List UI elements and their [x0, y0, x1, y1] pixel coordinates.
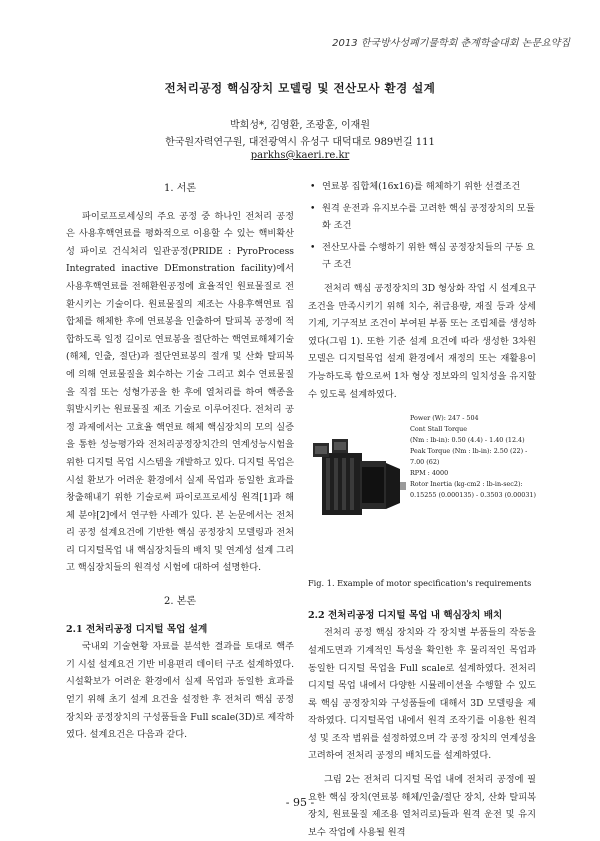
list-item: • 원격 운전과 유지보수를 고려한 핵심 공정장치의 모듈화 조건 [308, 200, 536, 235]
subsection-2-2-paragraph-1: 전처리 공정 핵심 장치와 각 장치별 부품들의 작동을 설계도면과 기계적인 특성을 확인한 후 물리적인 목업과 동일한 디지털 목업을 Full scale로 설계하였다. 전처리 디지털 목업 내에서 다양한 시뮬레이션을 수행할 수 있도록 핵심 공정장치와 구성품들에 대해서 3D 모델링을 제작하였다. 디지털목업 내에서 원격 조작기를 이용한 원격성 및 조작 범위를 설정하였으며 각 공정 장치의 연계성을 고려하여 전처리 공정의 배치도를 설계하였다. [308, 627, 536, 762]
conference-header: 2013 한국방사성폐기물학회 춘계학술대회 논문요약집 [332, 38, 570, 49]
spec-line: Rotor Inertia (kg-cm2 : lb-in-sec2): 0.15255 (0.000135) - 0.3503 (0.00031) [410, 480, 536, 500]
list-item: • 전산모사를 수행하기 위한 핵심 공정장치들의 구동 요구 조건 [308, 239, 536, 274]
subsection-2-1-paragraph: 국내외 기술현황 자료를 분석한 결과를 토대로 핵주기 시설 설계요건 기반 비용편리 데이터 구조 설계하였다. 시설확보가 어려운 환경에서 실제 목업과 동일한 효과를 얻기 위해 초기 설계 요건을 설정한 후 전처리 핵심 공정장치와 공정장치의 구성품들을 Full scale(3D)로 제작하였다. 설계요건은 다음과 같다. [66, 641, 294, 741]
modeling-paragraph: 전처리 핵심 공정장치의 3D 형상화 작업 시 설계요구조건을 만족시키기 위해 치수, 취급용량, 재질 등과 상세 기계, 기구적보 조건이 부여된 부품 또는 조립체를 생성하였다(그림 1). 또한 기준 설계 요건에 따라 생성한 3차원 모델은 디지털목업 설계 환경에서 재정의 또는 재활용이 가능하도록 함으로써 1차 형상 정보와의 일치성을 유지할 수 있도록 설계하였다. [308, 282, 536, 400]
spec-line: RPM : 4000 [410, 469, 449, 478]
subsection-2-2-paragraph-2: 그림 2는 전처리 디지털 목업 내에 전처리 공정에 필요한 핵심 장치(연료봉 해체/인출/절단 장치, 산화 탈피복 장치, 원료물질 제조용 열처리로)들과 원격 운전 및 유지보수 작업에 사용될 원격 [308, 774, 536, 838]
spec-line: Peak Torque (Nm : lb-in): 2.50 (22) - 7.00 (62) [410, 447, 528, 467]
intro-paragraph: 파이로프로세싱의 주요 공정 중 하나인 전처리 공정은 사용후핵연료를 평화적으로 이용할 수 있는 핵비확산성 파이로 건식처리 일관공정(PRIDE : PyroProcess Integrated inactive DEmonstration facility)에서 사용후핵연료를 전해환원공정에 효율적인 원료물질로 전환시키는 기술이다. 원료물질의 제조는 사용후핵연료 집합체를 해체한 후에 연료봉을 인출하여 탈피복 공정에 적합하도록 일정 길이로 연료봉을 절단하는 핵연료해체기술(해체, 인출, 절단)과 절단연료봉의 절개 및 산화 탈피복에 의해 연료물질을 회수하는 기술 그리고 회수 연료물질을 직접 또는 성형가공을 한 후에 열처리를 하여 핵종을 휘발시키는 원료물질 제조 기술로 이루어진다. 전처리 공정 과제에서는 고효율 핵연료 해체 핵심장치의 모의 실증을 통한 성능평가와 전처리공정장치간의 연계성능시험을 위한 디지털 목업 시스템을 개발하고 있다. 디지털 목업은 시설 환보가 어려운 환경에서 실제 목업과 동일한 효과를 창출해내기 위한 기술로써 파이로프로세싱 원격[1]과 해체 분야[2]에서 연구한 사례가 있다. 본 논문에서는 전처리 공정 설계요건에 기반한 핵심 공정장치 모델링과 전처리 디지털목업 내 핵심장치들의 배치 및 연계성 설계 그리고 핵심장치들의 원격성 시험에 대하여 설명한다. [66, 210, 294, 574]
design-requirements-list [308, 178, 536, 274]
spec-line: Power (W): 247 - 504 [410, 414, 479, 423]
paper-title: 전처리공정 핵심장치 모델링 및 전산모사 환경 설계 [164, 81, 436, 95]
page-number: - 95 - [285, 796, 315, 809]
body-heading: 2. 본론 [163, 596, 197, 608]
subsection-2-1-heading: 2.1 전처리공정 디지털 목업 설계 [66, 623, 208, 635]
list-item: • 연료봉 집합체(16x16)를 해체하기 위한 선결조건 [308, 178, 536, 196]
subsection-2-2-heading: 2.2 전처리공정 디지털 목업 내 핵심장치 배치 [308, 609, 503, 621]
figure-1 [308, 413, 536, 573]
left-column [66, 178, 294, 744]
paper-affiliation: 한국원자력연구원, 대전광역시 유성구 대덕대로 989번길 111 [165, 137, 435, 148]
intro-heading: 1. 서론 [163, 183, 197, 194]
spec-line: Cont Stall Torque [410, 425, 467, 434]
right-column [308, 178, 536, 841]
servo-motor-image [308, 433, 408, 543]
spec-line: (Nm : lb-in): 0.50 (4.4) - 1.40 (12.4) [410, 436, 525, 445]
paper-email: parkhs@kaeri.re.kr [250, 150, 350, 161]
figure-1-caption: Fig. 1. Example of motor specification's requirements [308, 578, 532, 589]
paper-authors: 박희성*, 김영환, 조광훈, 이재원 [230, 120, 370, 131]
motor-spec-list [410, 413, 538, 501]
